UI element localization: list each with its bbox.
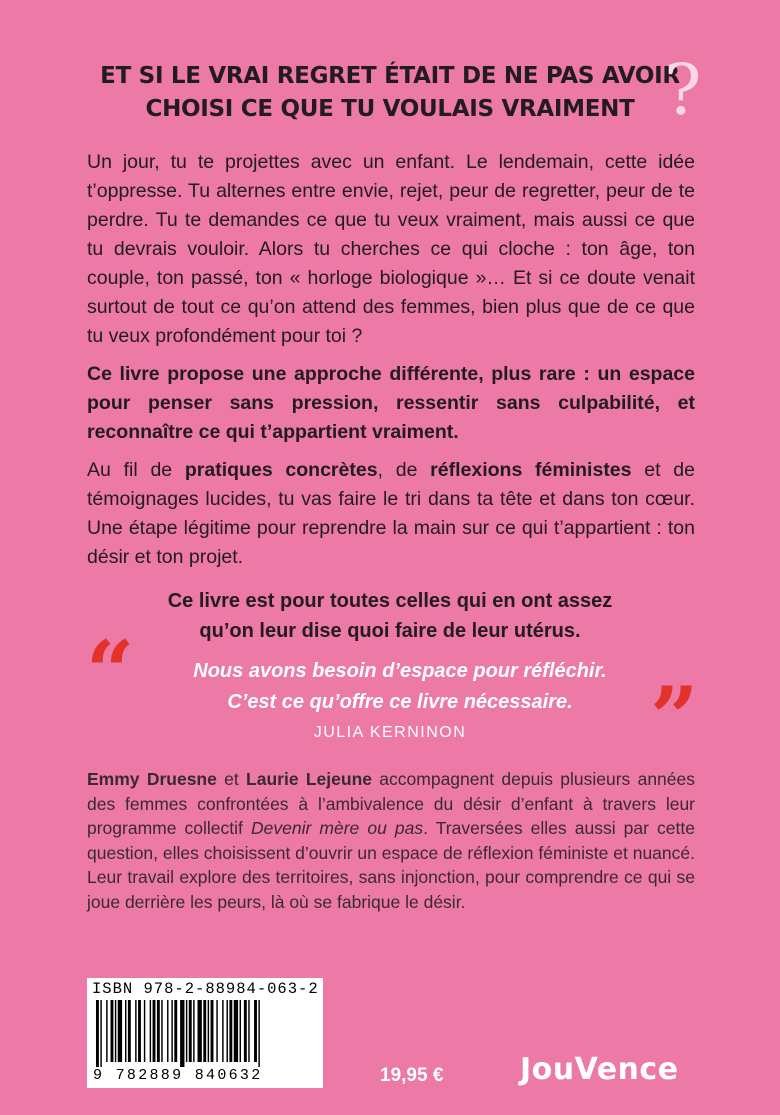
tagline-line-1: Ce livre est pour toutes celles qui en ont assez	[167, 590, 613, 612]
barcode-bar	[167, 1000, 168, 1062]
quote-line-1: Nous avons besoin d’espace pour réfléchir.	[193, 660, 607, 682]
program-name: Devenir mère ou pas	[251, 818, 424, 838]
highlight-reflections: réflexions féministes	[430, 459, 632, 481]
headline	[80, 60, 700, 126]
barcode-bar	[211, 1000, 214, 1062]
barcode-bar	[128, 1000, 131, 1062]
barcode-bar	[157, 1000, 160, 1062]
bio-and: et	[216, 769, 247, 789]
barcode-bar	[186, 1000, 187, 1062]
barcode-bar	[135, 1000, 136, 1062]
content-text-3: et de témoignages lucides, tu vas faire le tri dans ta tête et dans ton cœur. Une étape légitime pour reprendre la main sur ce qui t’appartient : ton désir et ton projet.	[87, 459, 695, 568]
barcode-bar	[240, 1000, 241, 1062]
barcode-bar	[150, 1000, 151, 1062]
barcode-bar	[138, 1000, 141, 1062]
approach-paragraph: Ce livre propose une approche différente, plus rare : un espace pour penser sans pression, ressentir sans culpabilité, et reconnaître ce qui t’appartient vraiment.	[87, 363, 695, 443]
barcode-digits: 9 782889 840632	[93, 1067, 319, 1084]
price: 19,95 €	[380, 1065, 444, 1086]
author-name-2: Laurie Lejeune	[246, 769, 372, 789]
headline-line-2: CHOISI CE QUE TU VOULAIS VRAIMENT	[145, 96, 635, 122]
endorsement-quote	[140, 656, 660, 718]
bio-text-1: accompagnent depuis plusieurs années des femmes confrontées à l’ambivalence du désir d’enfant à travers leur programme collectif	[87, 769, 695, 838]
barcode-graphic	[94, 1000, 316, 1068]
barcode-bar	[115, 1000, 116, 1062]
bio-text-2: . Traversées elles aussi par cette question, elles choisissent d’ouvrir un espace de réflexion féministe et nuancé. Leur travail explore des territoires, sans injonction, pour comprendre ce qui se joue derrière les peurs, là où se fabrique le désir.	[87, 818, 695, 912]
barcode-bar	[174, 1000, 177, 1062]
barcode-bar	[100, 1000, 101, 1068]
author-name-1: Emmy Druesne	[87, 769, 217, 789]
barcode-bar	[254, 1000, 257, 1062]
barcode-bar	[248, 1000, 249, 1062]
barcode-bar	[189, 1000, 192, 1062]
headline-line-1: ET SI LE VRAI REGRET ÉTAIT DE NE PAS AVOIR	[100, 63, 680, 89]
open-quote-icon: “	[86, 622, 135, 721]
author-bio	[87, 767, 695, 914]
barcode-bar	[229, 1000, 232, 1062]
intro-paragraph: Un jour, tu te projettes avec un enfant. Le lendemain, cette idée t’oppresse. Tu alternes entre envie, rejet, peur de regretter, peur de te perdre. Tu te demandes ce que tu veux vraiment, mais aussi ce que tu devrais vouloir. Alors tu cherches ce qui cloche : ton âge, ton couple, ton passé, ton « horloge biologique »… Et si ce doute venait surtout de tout ce qu’on attend des femmes, bien plus que de ce que tu veux profondément pour toi ?	[87, 151, 695, 347]
barcode-bar	[222, 1000, 223, 1062]
barcode-bar	[227, 1000, 228, 1062]
tagline-line-2: qu’on leur dise quoi faire de leur utérus.	[199, 620, 581, 642]
content-text-2: , de	[377, 459, 431, 481]
tagline	[100, 586, 680, 646]
isbn-label: ISBN 978-2-88984-063-2	[92, 980, 319, 998]
barcode-bar	[111, 1000, 114, 1062]
question-mark-icon: ?	[664, 49, 702, 131]
content-paragraph	[87, 456, 695, 572]
barcode-bar	[161, 1000, 162, 1062]
barcode-bar	[171, 1000, 172, 1062]
barcode-bar	[125, 1000, 126, 1062]
barcode-bar	[96, 1000, 99, 1068]
barcode-bar	[203, 1000, 206, 1062]
content-text-1: Au fil de	[87, 459, 185, 481]
quote-line-2: C’est ce qu’offre ce livre nécessaire.	[227, 691, 573, 713]
close-quote-icon: ”	[650, 668, 699, 767]
highlight-practices: pratiques concrètes	[184, 459, 378, 481]
barcode-bar	[258, 1000, 259, 1068]
barcode-bar	[180, 1000, 184, 1068]
barcode-bar	[106, 1000, 107, 1062]
quote-author: JULIA KERNINON	[313, 724, 467, 741]
barcode-bar	[193, 1000, 194, 1062]
barcode-bar	[244, 1000, 247, 1062]
barcode-bar	[153, 1000, 156, 1062]
barcode-bar	[216, 1000, 217, 1062]
barcode-bar	[118, 1000, 122, 1062]
barcode-bar	[144, 1000, 145, 1062]
barcode-bar	[234, 1000, 238, 1062]
publisher-logo: JouVence	[520, 1052, 679, 1087]
barcode-bar	[208, 1000, 209, 1062]
barcode-bar	[198, 1000, 202, 1062]
